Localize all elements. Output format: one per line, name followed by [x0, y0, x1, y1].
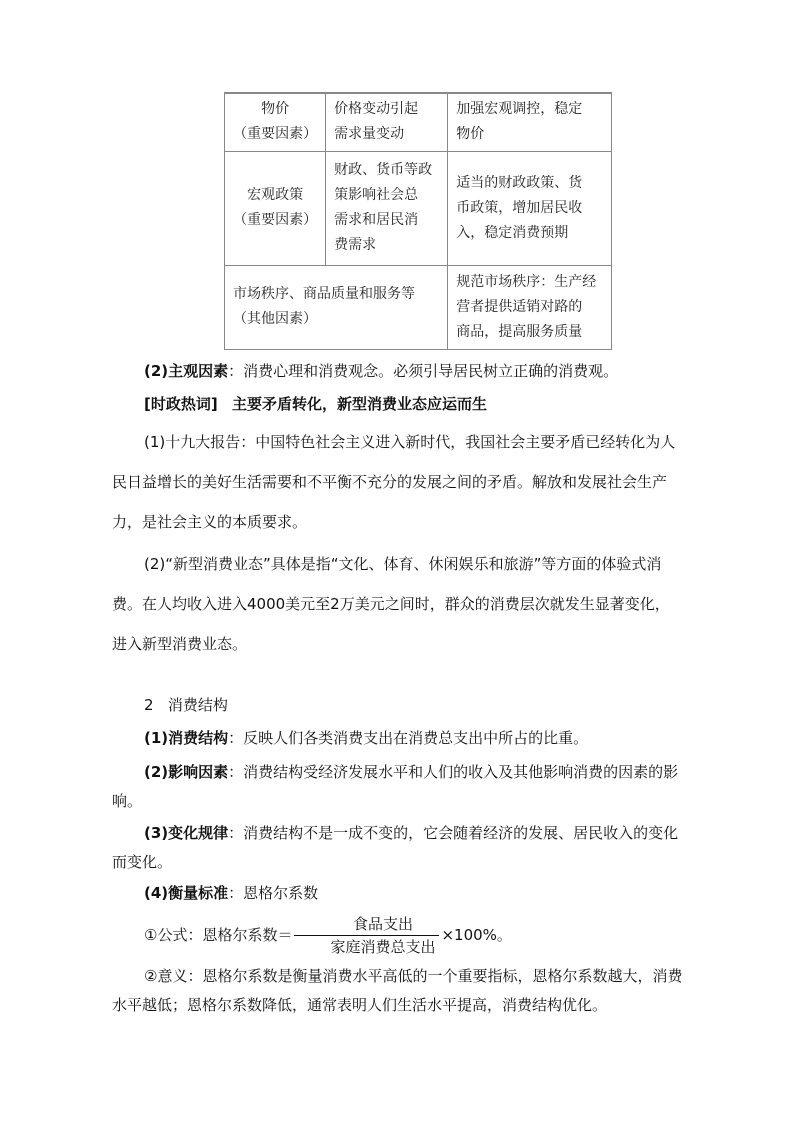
cell-line: 宏观政策 — [247, 187, 304, 203]
item-text: ：恩格尔系数 — [228, 884, 319, 902]
list-item — [112, 881, 684, 905]
formula-fraction — [294, 913, 439, 958]
section-heading — [112, 693, 684, 717]
cell-line: 规范市场秩序：生产经 — [456, 273, 597, 290]
item-text: ：消费结构受经济发展水平和人们的收入及其他影响消费的因素的影响。 — [112, 763, 679, 810]
cell-line: 物价 — [261, 101, 290, 118]
cell-line: 策影响社会总 — [334, 187, 419, 203]
table-cell — [326, 93, 448, 151]
cell-line: （重要因素） — [233, 212, 318, 228]
cell-line: 入，稳定消费预期 — [456, 224, 569, 241]
cell-line: 营者提供适销对路的 — [456, 298, 583, 315]
cell-line: 价格变动引起 — [334, 101, 419, 118]
list-item — [112, 758, 684, 816]
section-number: 2 — [144, 696, 154, 714]
cell-line: 需求量变动 — [334, 126, 405, 143]
item-label: (3)变化规律 — [144, 824, 229, 842]
hot-words-tag: [时政热词] — [144, 395, 218, 413]
list-item — [112, 726, 684, 750]
hot-paragraph-1: (1)十九大报告：中国特色社会主义进入新时代，我国社会主要矛盾已经转化为人民日益增长的美好生活需要和不平衡不充分的发展之间的矛盾。解放和发展社会生产力，是社会主义的本质要求。 — [112, 433, 676, 531]
list-item — [112, 819, 684, 877]
cell-line: 物价 — [456, 126, 485, 143]
table-cell — [448, 151, 612, 265]
section-title: 消费结构 — [167, 696, 228, 714]
hot-words-heading — [112, 392, 684, 416]
formula-suffix: ×100%。 — [441, 926, 512, 944]
cell-line: 商品，提高服务质量 — [456, 323, 583, 340]
item-label: (1)消费结构 — [144, 729, 229, 747]
hot-paragraph-2: (2)“新型消费业态”具体是指“文化、体育、休闲娱乐和旅游”等方面的体验式消费。在人均收入进入4000美元至2万美元之间时，群众的消费层次就发生显著变化，进入新型消费业态。 — [112, 555, 670, 653]
cell-line: 适当的财政政策、货 — [456, 174, 583, 191]
table-row — [225, 265, 612, 349]
table-cell — [448, 93, 612, 151]
cell-line: 费需求 — [334, 237, 377, 253]
formula-denominator: 家庭消费总支出 — [330, 938, 436, 956]
table-cell — [225, 93, 326, 151]
table-row — [225, 93, 612, 151]
cell-line: 币政策，增加居民收 — [456, 199, 583, 216]
cell-line: （重要因素） — [233, 126, 318, 143]
cell-line: （其他因素） — [233, 311, 317, 327]
formula-prefix: ①公式：恩格尔系数＝ — [144, 926, 293, 944]
table-row — [225, 151, 612, 265]
consumption-factors-table — [224, 92, 612, 350]
cell-line: 市场秩序、商品质量和服务等 — [233, 286, 415, 302]
subjective-factor-paragraph — [112, 359, 684, 383]
table-cell — [326, 151, 448, 265]
cell-line: 加强宏观调控，稳定 — [456, 101, 583, 118]
table-cell — [225, 151, 326, 265]
table-cell — [225, 265, 448, 349]
item-text: ：消费结构不是一成不变的，它会随着经济的发展、居民收入的变化而变化。 — [112, 824, 679, 871]
item-label: (4)衡量标准 — [144, 884, 229, 902]
table-cell — [448, 265, 612, 349]
item-text: ：反映人们各类消费支出在消费总支出中所占的比重。 — [228, 729, 589, 747]
engel-formula — [112, 911, 684, 959]
cell-line: 需求和居民消 — [334, 212, 419, 228]
item-label: (2)影响因素 — [144, 763, 229, 781]
cell-line: 财政、货币等政 — [334, 162, 433, 178]
hot-words-title: 主要矛盾转化，新型消费业态应运而生 — [232, 395, 488, 413]
formula-numerator: 食品支出 — [294, 913, 439, 936]
subjective-label: (2)主观因素 — [144, 362, 229, 380]
subjective-text: ：消费心理和消费观念。必须引导居民树立正确的消费观。 — [228, 362, 619, 380]
engel-meaning-paragraph: ②意义：恩格尔系数是衡量消费水平高低的一个重要指标，恩格尔系数越大，消费水平越低；恩格尔系数降低，通常表明人们生活水平提高，消费结构优化。 — [112, 967, 683, 1014]
